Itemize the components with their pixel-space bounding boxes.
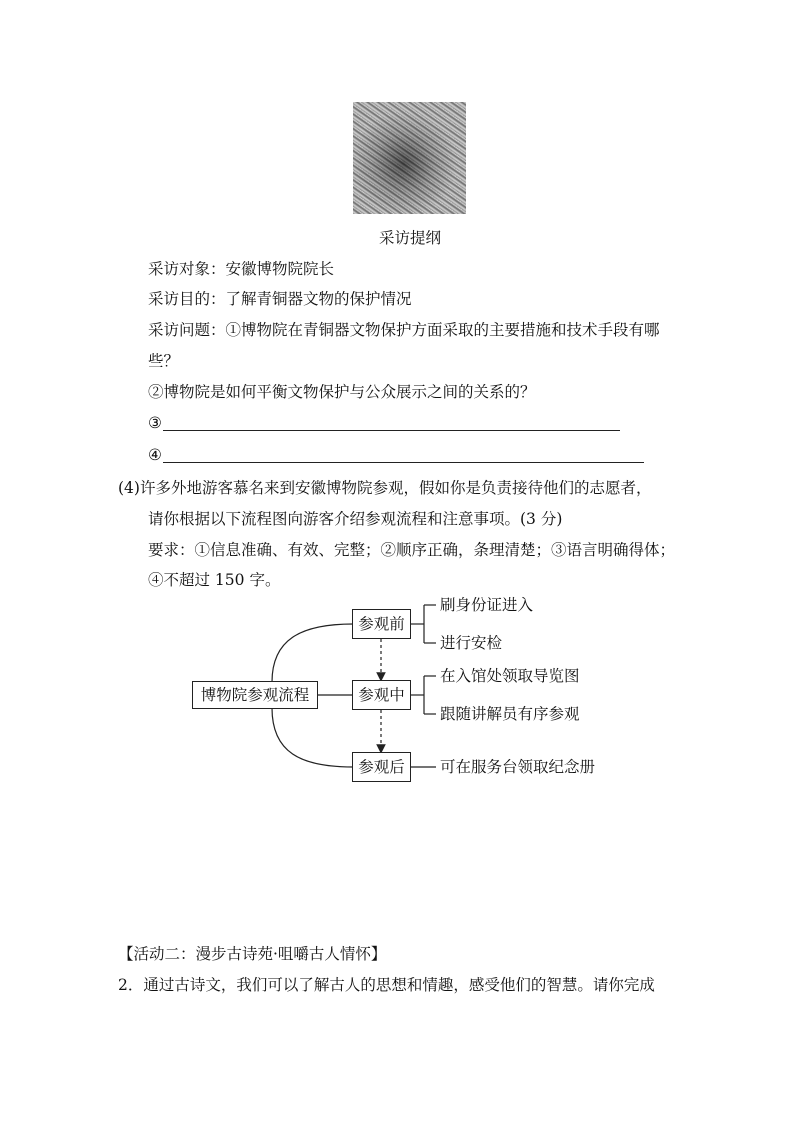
interview-question-2: ②博物院是如何平衡文物保护与公众展示之间的关系的？	[148, 383, 536, 401]
flow-after-item-1: 可在服务台领取纪念册	[440, 758, 596, 776]
interview-purpose: 采访目的：了解青铜器文物的保护情况	[148, 290, 412, 308]
curve-to-before	[272, 624, 353, 682]
flow-before-box: 参观前	[352, 609, 411, 639]
flow-before-item-2: 进行安检	[440, 634, 503, 652]
interview-question-4-mark: ④	[148, 446, 162, 464]
activity2-title: 【活动二：漫步古诗苑·咀嚼古人情怀】	[118, 945, 387, 963]
task4-requirements-1: 要求：①信息准确、有效、完整；②顺序正确，条理清楚；③语言明确得体；	[148, 541, 676, 559]
interview-question-1-cont: 些？	[148, 352, 180, 370]
interview-target: 采访对象：安徽博物院院长	[148, 260, 335, 278]
flow-root-box: 博物院参观流程	[192, 681, 318, 709]
flow-before-item-1: 刷身份证进入	[440, 596, 534, 614]
curve-to-after	[272, 708, 353, 767]
flow-after-box: 参观后	[352, 752, 411, 782]
activity2-question-2: 2．通过古诗文，我们可以了解古人的思想和情趣，感受他们的智慧。请你完成	[118, 976, 655, 994]
flow-during-box: 参观中	[352, 680, 411, 710]
task4-requirements-2: ④不超过 150 字。	[148, 571, 281, 589]
flow-during-item-1: 在入馆处领取导览图	[440, 667, 580, 685]
task4-line-1: (4)许多外地游客慕名来到安徽博物院参观，假如你是负责接待他们的志愿者，	[118, 479, 652, 497]
photo-caption: 采访提纲	[379, 229, 442, 247]
task4-line-2: 请你根据以下流程图向游客介绍参观流程和注意事项。(3 分)	[148, 510, 563, 528]
interview-question-3-mark: ③	[148, 414, 162, 432]
flow-during-item-2: 跟随讲解员有序参观	[440, 705, 580, 723]
interview-question-1: 采访问题：①博物院在青铜器文物保护方面采取的主要措施和技术手段有哪	[148, 321, 660, 339]
